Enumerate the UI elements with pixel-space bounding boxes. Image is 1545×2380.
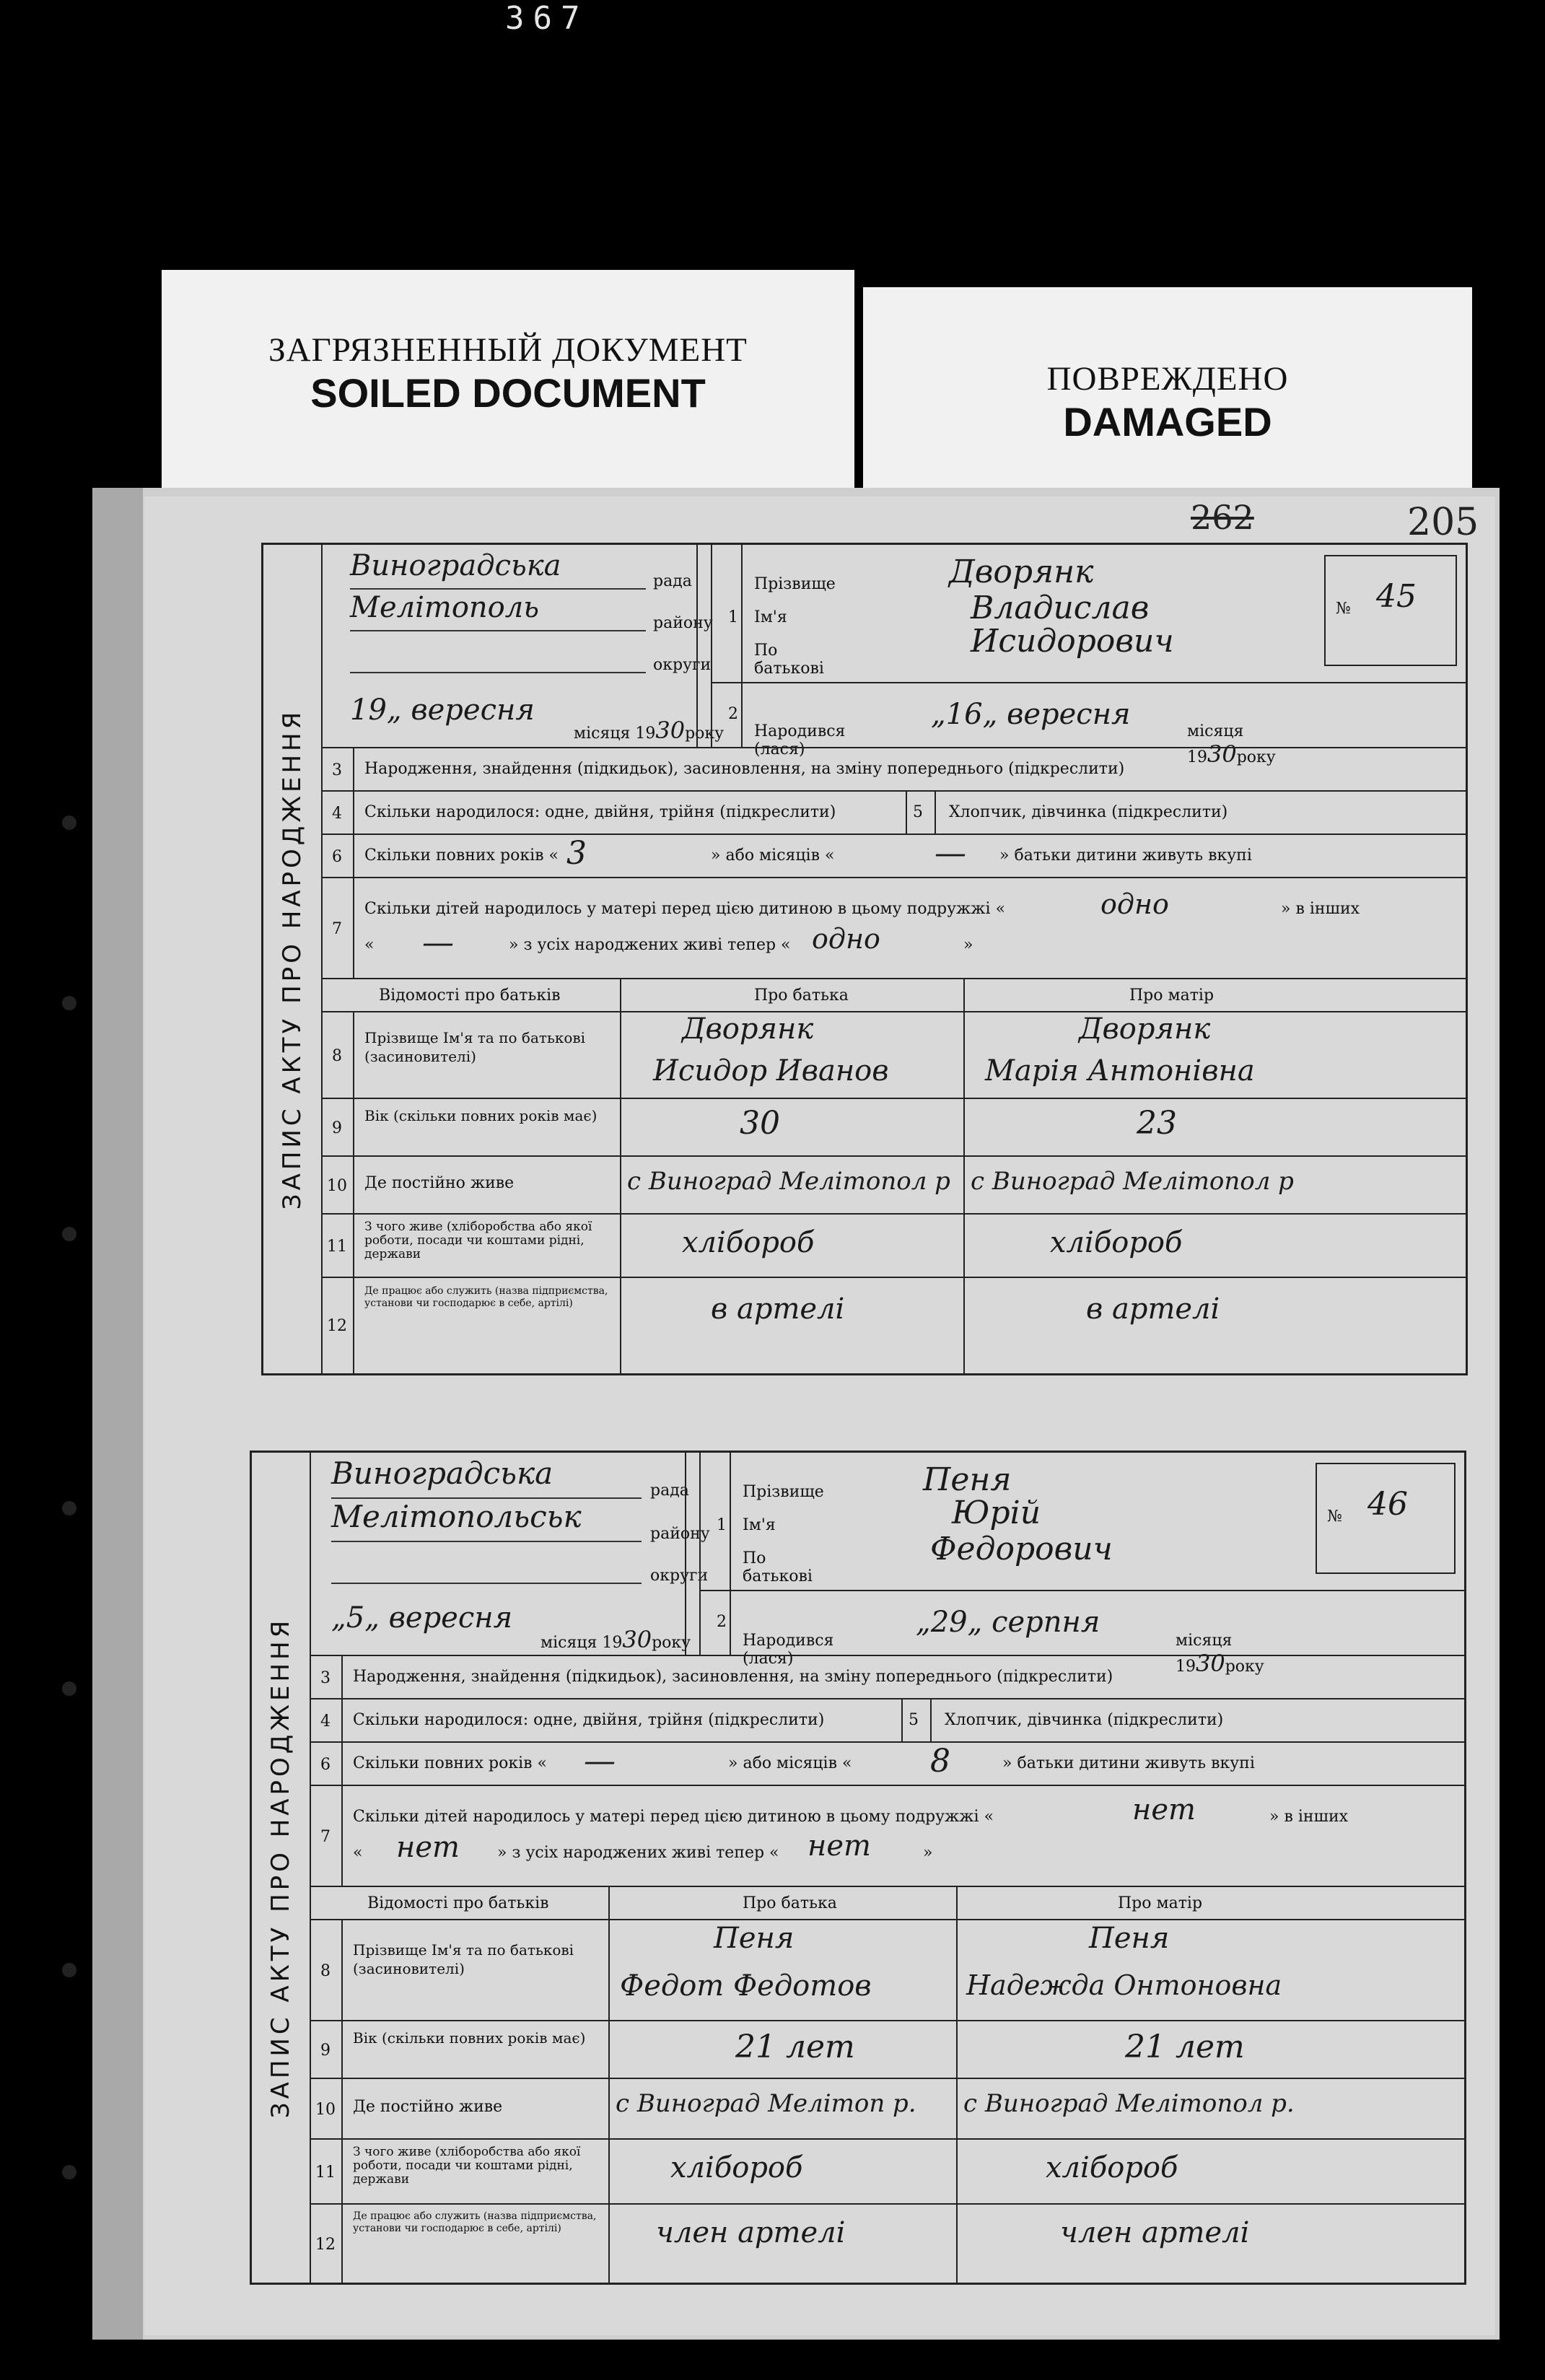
born-label: Народився (лася): [743, 1632, 834, 1668]
row-10: 10 Де постійно живе с Виноград Мелітоп р. с Виноград Мелітопол р.: [310, 2078, 1464, 2140]
mother-residence: с Виноград Мелітопол р: [971, 1167, 1294, 1196]
record-side-title: ЗАПИС АКТУ ПРО НАРОДЖЕННЯ: [252, 1453, 311, 2283]
record-number-box: [1316, 1463, 1456, 1574]
father-surname: Дворянк: [682, 1012, 814, 1046]
registration-month-year-label: місяця 1930року: [574, 717, 725, 744]
mother-workplace: в артелі: [1086, 1292, 1220, 1326]
father-name: Федот Федотов: [620, 1969, 872, 2003]
row-7: 7 Скільки дітей народилось у матері перед цією дитиною в цьому подружжі « нет » в інших « нет » з усіх народжених живі тепер « нет »: [310, 1785, 1464, 1887]
child-patronymic: Федорович: [930, 1531, 1113, 1567]
mother-age: 21 лет: [1125, 2029, 1245, 2065]
raion-value: Мелітопольськ: [331, 1499, 582, 1534]
mother-occupation: хлібороб: [1046, 2151, 1178, 2184]
months-together: —: [935, 835, 966, 872]
film-frame-number: 367: [505, 0, 589, 37]
father-occupation: хлібороб: [670, 2151, 803, 2184]
surname-label: Прізвище: [754, 575, 836, 593]
row-10: 10 Де постійно живе с Виноград Мелітопол р с Виноград Мелітопол р: [321, 1155, 1466, 1215]
binding-hole: [62, 1963, 76, 1977]
raion-label: району: [650, 1525, 710, 1543]
father-residence: с Виноград Мелітопол р: [627, 1167, 950, 1196]
father-age: 30: [740, 1105, 780, 1142]
row-8: 8 Прізвище Ім'я та по батькові (засиновителі) Пеня Федот Федотов Пеня Надежда Онтоновна: [310, 1919, 1464, 2021]
patronymic-label: По батькові: [754, 642, 824, 678]
row-3: 3 Народження, знайдення (підкидьок), засиновлення, на зміну попереднього (підкреслити): [321, 747, 1466, 792]
child-surname: Дворянк: [949, 554, 1094, 590]
birth-record-1: ЗАПИС АКТУ ПРО НАРОДЖЕННЯ Виноградська рада Мелітополь району округи 19„ вересня місяця 1930року 1 2 Прізвище Дворянк Ім'я Владислав По батькові Исидорович Народився (лася) „16„ вересня місяця 1930року № 45 3 Народження, знайдення (підкидьок), засиновлення, на зміну попереднього (підкреслити) 4 Скільки народилося: одне, двійня, трійня (підкреслити) 5 Хлопчик, дівчинка (підкреслити) 6 Скільки повних років « 3 » або місяців « — » батьки дитини живуть вкупі 7 Скільки дітей народилось у матері перед цією дитиною в цьому подружжі « одно » в інших « — » з усіх народжених живі тепер « одно » Відомості про батьків Про батька Про матір 8 Прізвище Ім'я та по батькові (засиновителі) Дворянк Исидор Иванов Дворянк Марія Антонівна 9 Вік (скільки повних років має) 30 23 10 Де постійно живе с Виноград Мелітопол р с Виноград Мелітопол р 11 З чого живе (хліборобства або якої роботи, посади чи коштами рідні, держави хлібороб хлібороб 12 Де працює або служить (назва підприємства, установи чи господарює в себе, артілі) в артелі в артелі: [261, 543, 1468, 1375]
binding-hole: [62, 1681, 76, 1696]
raion-value: Мелітополь: [350, 591, 539, 624]
father-age: 21 лет: [735, 2029, 855, 2065]
patronymic-label: По батькові: [743, 1549, 813, 1585]
damaged-label-en: DAMAGED: [1063, 399, 1272, 445]
born-month-year-label: місяця 1930року: [1176, 1632, 1264, 1677]
row-4: 4 Скільки народилося: одне, двійня, трійня (підкреслити) 5 Хлопчик, дівчинка (підкреслити): [321, 790, 1466, 835]
name-label: Ім'я: [754, 608, 787, 626]
okruhy-label: округи: [653, 656, 712, 674]
rada-value: Виноградська: [350, 549, 561, 582]
okruhy-label: округи: [650, 1567, 709, 1585]
rada-value: Виноградська: [331, 1456, 553, 1491]
parents-header: Відомості про батьків Про батька Про матір: [310, 1886, 1464, 1920]
mother-age: 23: [1137, 1105, 1177, 1142]
row-9: 9 Вік (скільки повних років має) 30 23: [321, 1098, 1466, 1157]
binding-hole: [62, 1501, 76, 1515]
father-workplace: в артелі: [711, 1292, 845, 1326]
years-together: —: [584, 1743, 616, 1780]
registry-office-block: [321, 545, 971, 747]
row-9: 9 Вік (скільки повних років має) 21 лет 21 лет: [310, 2020, 1464, 2079]
record-number: 45: [1376, 578, 1417, 615]
father-workplace: член артелі: [656, 2216, 846, 2249]
father-surname: Пеня: [714, 1922, 795, 1955]
months-together: 8: [930, 1743, 950, 1780]
sheet-edge: [92, 488, 143, 2340]
registration-date-value: „5„ вересня: [331, 1601, 513, 1635]
birth-date-value: „16„ вересня: [931, 698, 1131, 731]
child-surname: Пеня: [923, 1461, 1012, 1498]
children-alive: одно: [812, 923, 880, 955]
row-6: 6 Скільки повних років « 3 » або місяців « — » батьки дитини живуть вкупі: [321, 834, 1466, 878]
row-3: 3 Народження, знайдення (підкидьок), засиновлення, на зміну попереднього (підкреслити): [310, 1655, 1464, 1699]
row-4: 4 Скільки народилося: одне, двійня, трійня (підкреслити) 5 Хлопчик, дівчинка (підкреслити): [310, 1698, 1464, 1743]
mother-workplace: член артелі: [1060, 2216, 1250, 2249]
row-12: 12 Де працює або служить (назва підприємства, установи чи господарює в себе, артілі) в артелі в артелі: [321, 1277, 1466, 1373]
row-12: 12 Де працює або служить (назва підприємства, установи чи господарює в себе, артілі) член артелі член артелі: [310, 2203, 1464, 2284]
born-month-year-label: місяця 1930року: [1187, 722, 1276, 768]
children-alive: нет: [807, 1829, 871, 1863]
registry-office-block: [310, 1453, 959, 1655]
surname-label: Прізвище: [743, 1483, 824, 1501]
rada-label: рада: [650, 1482, 689, 1500]
record-number-box: [1324, 555, 1457, 666]
binding-hole: [62, 2165, 76, 2179]
soiled-label-en: SOILED DOCUMENT: [310, 370, 706, 416]
binding-hole: [62, 1227, 76, 1241]
birth-date-value: „29„ серпня: [916, 1606, 1100, 1639]
mother-surname: Дворянк: [1079, 1012, 1211, 1046]
number-label: №: [1336, 600, 1351, 618]
parents-header: Відомості про батьків Про батька Про матір: [321, 978, 1466, 1012]
father-occupation: хлібороб: [682, 1226, 815, 1259]
mother-occupation: хлібороб: [1050, 1226, 1183, 1259]
record-side-title: ЗАПИС АКТУ ПРО НАРОДЖЕННЯ: [263, 545, 323, 1373]
row-6: 6 Скільки повних років « — » або місяців « 8 » батьки дитини живуть вкупі: [310, 1741, 1464, 1786]
binding-hole: [62, 996, 76, 1010]
mother-surname: Пеня: [1089, 1922, 1170, 1955]
row-7: 7 Скільки дітей народилось у матері перед цією дитиною в цьому подружжі « одно » в інших « — » з усіх народжених живі тепер « одно »: [321, 877, 1466, 979]
record-number: 46: [1367, 1486, 1408, 1523]
father-residence: с Виноград Мелітоп р.: [616, 2089, 916, 2118]
binding-hole: [62, 815, 76, 830]
child-name: Владислав: [971, 590, 1150, 626]
name-label: Ім'я: [743, 1516, 776, 1534]
father-name: Исидор Иванов: [653, 1054, 889, 1088]
children-other: —: [422, 924, 454, 961]
registration-date-value: 19„ вересня: [350, 694, 535, 727]
children-other: нет: [396, 1831, 460, 1864]
row-8: 8 Прізвище Ім'я та по батькові (засиновителі) Дворянк Исидор Иванов Дворянк Марія Антонівна: [321, 1011, 1466, 1099]
registration-month-year-label: місяця 1930року: [540, 1626, 691, 1653]
damaged-document-label: [863, 287, 1472, 499]
number-label: №: [1327, 1508, 1342, 1526]
mother-name: Марія Антонівна: [985, 1054, 1255, 1088]
rada-label: рада: [653, 572, 692, 590]
raion-label: району: [653, 614, 713, 632]
row-11: 11 З чого живе (хліборобства або якої роботи, посади чи коштами рідні, держави хлібороб хлібороб: [310, 2138, 1464, 2205]
folio-number: 205: [1407, 501, 1479, 544]
born-label: Народився (лася): [754, 722, 846, 758]
mother-name: Надежда Онтоновна: [966, 1969, 1282, 2001]
row-11: 11 З чого живе (хліборобства або якої роботи, посади чи коштами рідні, держави хлібороб хлібороб: [321, 1213, 1466, 1278]
children-before: нет: [1132, 1793, 1196, 1826]
child-name: Юрій: [952, 1495, 1041, 1531]
old-folio-number: 262: [1191, 498, 1254, 537]
mother-residence: с Виноград Мелітопол р.: [963, 2089, 1295, 2118]
soiled-label-ru: ЗАГРЯЗНЕННЫЙ ДОКУМЕНТ: [268, 331, 748, 369]
years-together: 3: [566, 835, 587, 872]
child-patronymic: Исидорович: [971, 623, 1174, 660]
soiled-document-label: [162, 270, 854, 499]
birth-record-2: ЗАПИС АКТУ ПРО НАРОДЖЕННЯ Виноградська рада Мелітопольськ району округи „5„ вересня місяця 1930року 1 2 Прізвище Пеня Ім'я Юрій По батькові Федорович Народився (лася) „29„ серпня місяця 1930року № 46 3 Народження, знайдення (підкидьок), засиновлення, на зміну попереднього (підкреслити) 4 Скільки народилося: одне, двійня, трійня (підкреслити) 5 Хлопчик, дівчинка (підкреслити) 6 Скільки повних років « — » або місяців « 8 » батьки дитини живуть вкупі 7 Скільки дітей народилось у матері перед цією дитиною в цьому подружжі « нет » в інших « нет » з усіх народжених живі тепер « нет » Відомості про батьків Про батька Про матір 8 Прізвище Ім'я та по батькові (засиновителі) Пеня Федот Федотов Пеня Надежда Онтоновна 9 Вік (скільки повних років має) 21 лет 21 лет 10 Де постійно живе с Виноград Мелітоп р. с Виноград Мелітопол р. 11 З чого живе (хліборобства або якої роботи, посади чи коштами рідні, держави хлібороб хлібороб 12 Де працює або служить (назва підприємства, установи чи господарює в себе, артілі) член артелі член артелі: [250, 1451, 1466, 2285]
children-before: одно: [1100, 888, 1169, 920]
damaged-label-ru: ПОВРЕЖДЕНО: [1046, 360, 1289, 398]
